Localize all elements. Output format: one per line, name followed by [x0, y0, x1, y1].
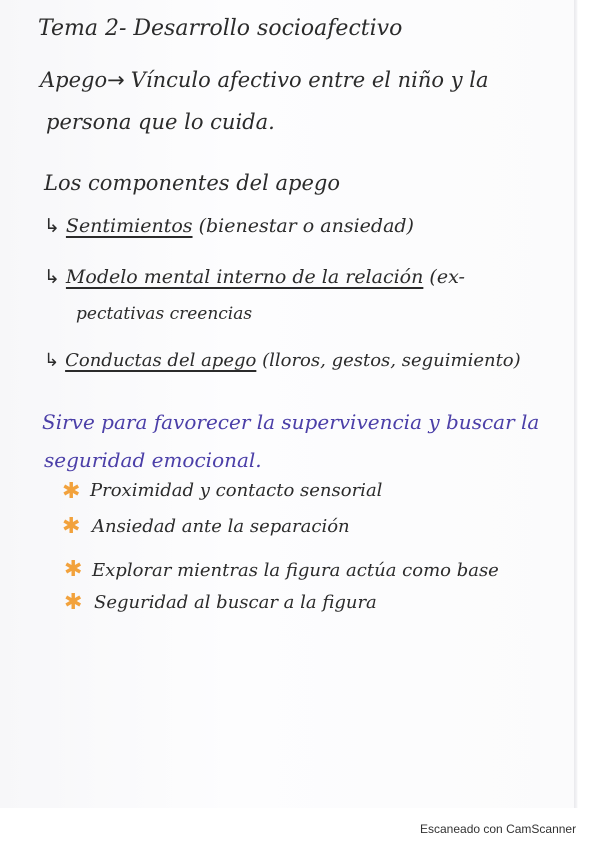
components-heading: Los componentes del apego — [44, 171, 340, 195]
component-detail: (ex- — [429, 266, 465, 288]
component-label: Conductas del apego — [65, 350, 257, 371]
right-arrow-icon: → — [107, 68, 125, 92]
purpose-line-2: seguridad emocional. — [44, 448, 262, 472]
bullet-item: Explorar mientras la figura actúa como base — [92, 560, 499, 581]
component-item-mental-model — [44, 268, 465, 287]
component-detail: (lloros, gestos, seguimiento) — [262, 350, 521, 371]
definition-line-2: persona que lo cuida. — [46, 110, 275, 134]
paper-edge — [574, 0, 577, 808]
component-detail: (bienestar o ansiedad) — [198, 215, 414, 237]
asterisk-icon: ✱ — [64, 590, 83, 615]
component-label: Modelo mental interno de la relación — [65, 266, 424, 288]
component-label: Sentimientos — [65, 215, 193, 237]
asterisk-icon: ✱ — [62, 479, 81, 504]
bullet-item: Proximidad y contacto sensorial — [90, 480, 383, 501]
hook-arrow-icon: ↳ — [44, 215, 60, 237]
scanner-watermark: Escaneado con CamScanner — [420, 822, 577, 836]
asterisk-icon: ✱ — [64, 557, 83, 582]
bullet-item: Ansiedad ante la separación — [92, 516, 350, 537]
bullet-item: Seguridad al buscar a la figura — [94, 592, 377, 613]
component-item-feelings — [44, 217, 414, 236]
definition-line-1 — [40, 70, 489, 91]
definition-text-1: Vínculo afectivo entre el niño y la — [130, 68, 489, 92]
hook-arrow-icon: ↳ — [44, 266, 60, 288]
hook-arrow-icon: ↳ — [44, 350, 60, 371]
purpose-line-1: Sirve para favorecer la supervivencia y buscar la — [42, 410, 540, 434]
definition-term: Apego — [40, 68, 108, 92]
page-title: Tema 2- Desarrollo socioafectivo — [38, 16, 403, 41]
component-item-behaviors — [44, 352, 521, 370]
asterisk-icon: ✱ — [62, 514, 81, 539]
component-item-continuation: pectativas creencias — [76, 304, 253, 324]
